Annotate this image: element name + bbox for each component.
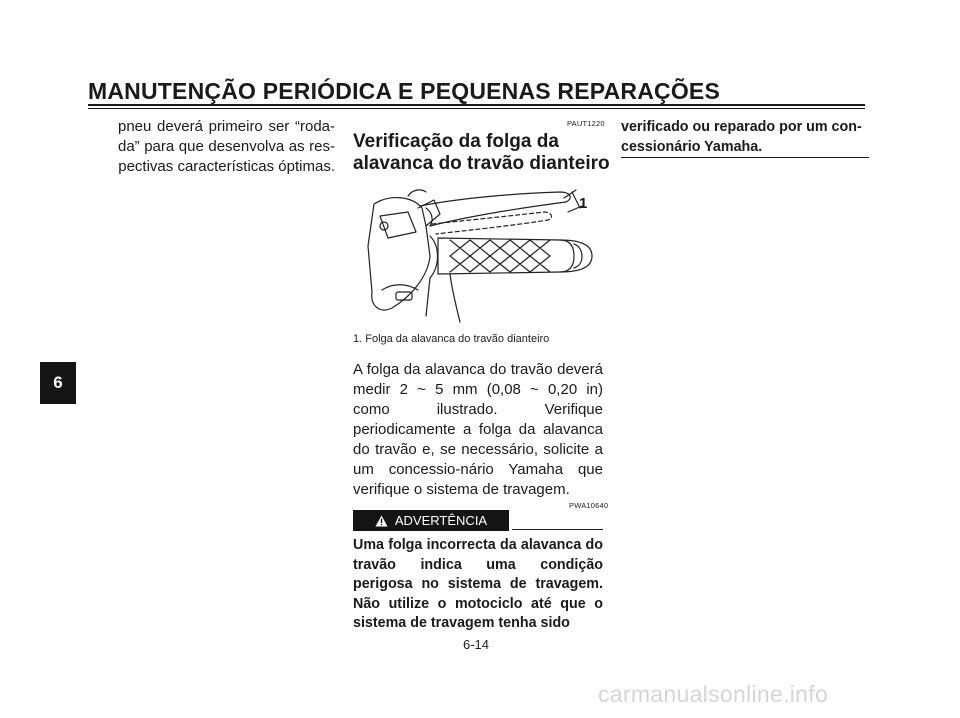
figure-callout-number: 1 bbox=[579, 195, 588, 212]
header-rule-thin bbox=[88, 108, 865, 109]
warning-text: Uma folga incorrecta da alavanca do travão indica uma condição perigosa no sistema de travagem. Não utilize o motociclo até que o sistema de travagem tenha sido bbox=[353, 537, 603, 631]
page-number: 6-14 bbox=[463, 637, 490, 652]
warning-label: ADVERTÊNCIA bbox=[394, 513, 488, 528]
section-code: PAUT1220 bbox=[567, 119, 605, 128]
figure-caption: 1. Folga da alavanca do travão dianteiro bbox=[353, 333, 550, 345]
chapter-tab: 6 bbox=[40, 362, 76, 404]
left-column-text: pneu deverá primeiro ser “roda-da” para que desenvolva as res-pectivas características óptimas. bbox=[118, 118, 335, 175]
right-column-rule bbox=[621, 157, 869, 158]
brake-lever-illustration bbox=[360, 186, 600, 326]
section-body-text: A folga da alavanca do travão deverá medir 2 ~ 5 mm (0,08 ~ 0,20 in) como ilustrado. Verifique periodicamente a folga da alavanca do travão e, se necessário, solicite a um concessio-nário Yamaha que verifique o sistema de travagem. bbox=[353, 361, 603, 498]
warning-rule bbox=[512, 529, 603, 530]
brake-lever-figure bbox=[360, 186, 600, 326]
warning-triangle-icon bbox=[375, 515, 388, 527]
watermark-text: carmanualsonline.info bbox=[598, 681, 829, 707]
header-rule bbox=[88, 104, 865, 106]
warning-label-box bbox=[353, 510, 509, 531]
section-title: Verificação da folga da alavanca do travão dianteiro bbox=[353, 131, 610, 174]
right-column-text: verificado ou reparado por um con-cessionário Yamaha. bbox=[621, 119, 862, 155]
warning-code: PWA10640 bbox=[569, 501, 609, 510]
page-header-title: MANUTENÇÃO PERIÓDICA E PEQUENAS REPARAÇÕES bbox=[88, 78, 721, 104]
